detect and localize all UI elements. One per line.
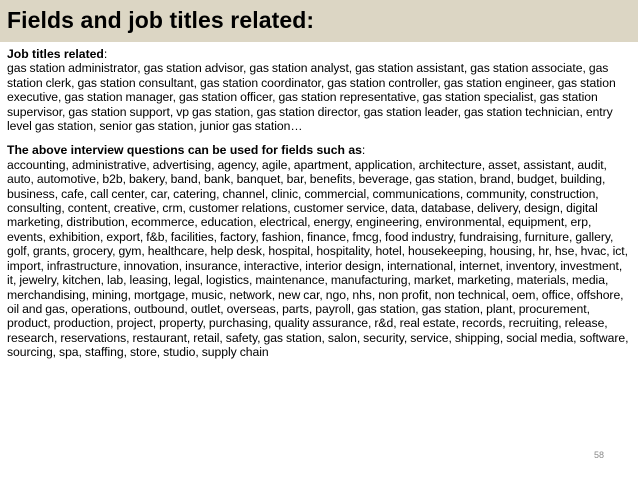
- fields-list: accounting, administrative, advertising, agency, agile, apartment, application, architecture, asset, assistant, audit, auto, automotive, b2b, bakery, band, bank, banquet, bar, benefits, beverage, gas station, brand, budget, building, business, cafe, call center, car, catering, channel, clinic, commercial, communications, community, construction, consulting, content, creative, crm, customer relations, customer service, data, database, delivery, design, digital marketing, distribution, ecommerce, education, electrical, energy, engineering, environmental, equipment, erp, events, exhibition, export, f&b, facilities, factory, fashion, finance, fmcg, food industry, fundraising, furniture, gallery, golf, grants, grocery, gym, healthcare, help desk, hospital, hospitality, hotel, housekeeping, housing, hr, hse, hvac, ict, import, infrastructure, innovation, insurance, interactive, interior design, international, internet, inventory, investment, it, jewelry, kitchen, lab, leasing, legal, logistics, maintenance, manufacturing, market, marketing, materials, media, merchandising, mining, mortgage, music, network, new car, ngo, nhs, non profit, non technical, oem, office, offshore, oil and gas, operations, outbound, outlet, overseas, parts, payroll, gas station, gas station, plant, procurement, product, production, project, property, purchasing, quality assurance, r&d, real estate, records, recruiting, release, research, reservations, restaurant, retail, safety, gas station, salon, security, service, shipping, social media, software, sourcing, spa, staffing, store, studio, supply chain: [7, 157, 629, 360]
- fields-heading: [7, 143, 631, 157]
- fields-heading-colon: :: [361, 143, 366, 158]
- slide-title: Fields and job titles related:: [7, 7, 315, 33]
- job-titles-section: [7, 47, 631, 133]
- job-titles-heading-label: Job titles related: [7, 47, 104, 61]
- job-titles-list: gas station administrator, gas station advisor, gas station analyst, gas station assistant, gas station associate, gas station clerk, gas station consultant, gas station coordinator, gas station controller, gas station engineer, gas station executive, gas station manager, gas station officer, gas station representative, gas station specialist, gas station supervisor, gas station support, vp gas station, gas station director, gas station leader, gas station technician, entry level gas station, senior gas station, junior gas station…: [7, 61, 616, 134]
- page-number: 58: [593, 450, 604, 460]
- job-titles-heading-colon: :: [103, 47, 108, 61]
- fields-heading-label: The above interview questions can be used for fields such as: [7, 143, 362, 158]
- job-titles-heading: [7, 47, 631, 61]
- fields-section: [7, 143, 631, 359]
- title-bar: [0, 0, 638, 42]
- slide-content: [7, 47, 631, 370]
